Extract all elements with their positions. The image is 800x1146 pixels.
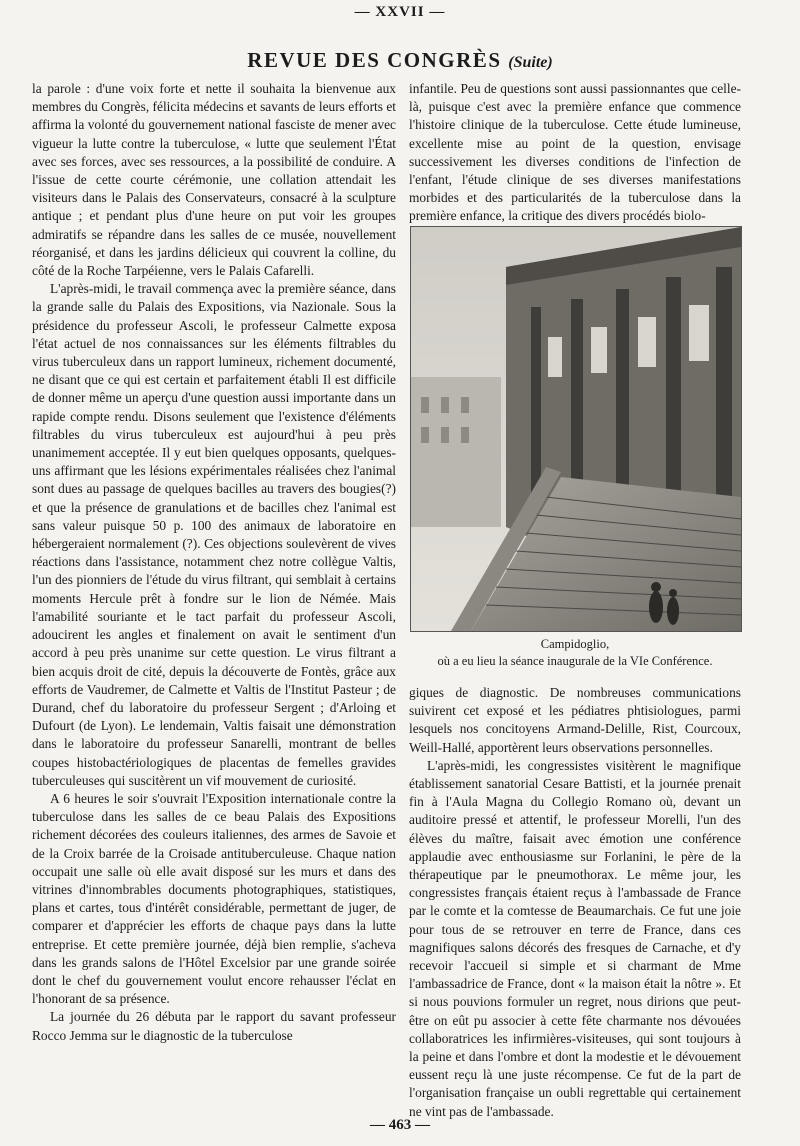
title-text: REVUE DES CONGRÈS xyxy=(247,48,502,72)
left-paragraph-2: L'après-midi, le travail commença avec la première séance, dans la grande salle du Palais des Expositions, via Nazionale. Sous la présidence du professeur Ascoli, le professeur Calmette exposa l'état actuel de nos connaissances sur les éléments filtrables du virus tuberculeux dans un rapport lumineux, richement documenté, ne disant que ce qui est certain et parfaitement établi Il est difficile de donner même un aperçu d'une question aussi importante dans un rapide compte rendu. Disons seulement que l'existence d'éléments filtrables du virus tuberculeux est aujourd'hui à peu près unanimement acceptée. Il y eut bien quelques opposants, quelques-uns affirmant que les lésions expérimentales réalisées chez l'animal sont dues au passage de quelques bacilles au travers des bougies(?) et que la présence de granulations et de bacilles chez l'animal est sans valeur puisque 50 p. 100 des animaux de laboratoire en hébergeraient normalement (?). Ces objections soulevèrent de vives réactions dans l'assistance, notamment chez notre collègue Valtis, l'un des pionniers de l'étude du virus filtrant, qui semblait à certains moments Hercule prêt à fondre sur le lion de Némée. Mais l'amabilité souriante et le tact parfait du professeur Ascoli, adoucirent les angles et finalement on avait le sentiment d'un accord à peu près unanime sur cette question. Le virus filtrant a bien acquis droit de cité, depuis la découverte de Fontès, grâce aux efforts de Vaudremer, de Calmette et Valtis de l'Institut Pasteur ; de Durand, chef du laboratoire du professeur Sergent ; d'Arloing et Dufourt (de Lyon). Le lendemain, Valtis faisait une démonstration dans le laboratoire du professeur Sanarelli, montrant de belles coupes histobactériologiques de placentas de femelles gravides tuberculeuses qui suscitèrent un vif mouvement de curiosité. xyxy=(32,281,396,788)
left-column xyxy=(32,80,396,1045)
campidoglio-photo xyxy=(410,226,742,632)
photo-caption xyxy=(409,636,741,670)
page-number: — 463 — xyxy=(370,1117,430,1133)
right-bottom-paragraph-1: giques de diagnostic. De nombreuses communications suivirent cet exposé et les pédiatres phtisiologues, parmi lesquels nos concitoyens Armand-Delille, Rist, Courcoux, Weill-Hallé, apportèrent leurs observations personnelles. xyxy=(409,685,741,755)
right-column-bottom xyxy=(409,684,741,1121)
caption-line-1: Campidoglio, xyxy=(540,637,610,651)
left-paragraph-4: La journée du 26 débuta par le rapport du savant professeur Rocco Jemma sur le diagnostic de la tuberculose xyxy=(32,1009,396,1043)
campidoglio-illustration xyxy=(411,227,741,631)
title-suffix: (Suite) xyxy=(508,54,553,71)
right-bottom-paragraph-2: L'après-midi, les congressistes visitèrent le magnifique établissement sanatorial Cesare Battisti, et la journée prenait fin à l'Aula Magna du Collegio Romano où, devant un auditoire pressé et attentif, le professeur Morelli, l'un des élèves du maître, faisait avec émotion une conférence applaudie avec enthousiasme sur Forlanini, le père de la thérapeutique par le pneumothorax. Le même jour, les congressistes français étaient reçus à l'ambassade de France par le comte et la comtesse de Beaumarchais. Ce fut une joie pour tous de se retrouver en terre de France, dans ces magnifiques salons décorés des fresques de Carnache, et d'y recevoir l'accueil si simple et si charmant de Mme l'ambassadrice de France, dont « la maison était la nôtre ». Et si nous pouvions formuler un regret, nous dirions que peut-être on eût pu associer à cette fête charmante nos dévouées collaboratrices les infirmières-visiteuses, qui sont toujours à la peine et dans l'ombre et dont la modestie et le dévouement eussent reçu là une juste récompense. Ce fut de la part de l'organisation française un oubli regrettable qui certainement ne vint pas de l'ambassade. xyxy=(409,757,741,1119)
roman-page-number: — XXVII — xyxy=(354,4,446,20)
right-column-top xyxy=(409,80,741,226)
page-title xyxy=(0,48,800,73)
caption-line-2: où a eu lieu la séance inaugurale de la VIe Conférence. xyxy=(437,654,713,668)
left-paragraph-1: la parole : d'une voix forte et nette il souhaita la bienvenue aux membres du Congrès, félicita médecins et savants de leurs efforts et affirma la volonté du gouvernement national fasciste de mener avec vigueur la lutte contre la tuberculose, « lutte que seulement l'État avec ses forces, avec ses ressources, a la possibilité de conduire. A l'issue de cette courte cérémonie, une collation attendait les visiteurs dans le Palais des Conservateurs, consacré à la sculpture antique ; et pendant plus d'une heure on put voir les groupes admiratifs se répandre dans les salles de ce musée, nouvellement réorganisé, et dans les jardins délicieux qui couvrent la colline, du côté de la Roche Tarpéienne, vers le Palais Cafarelli. xyxy=(32,81,396,279)
left-paragraph-3: A 6 heures le soir s'ouvrait l'Exposition internationale contre la tuberculose dans les salles de ce beau Palais des Expositions richement décorées des couleurs italiennes, des armes de Savoie et de la Croix barrée de la Croisade antituberculeuse. Chaque nation occupait une salle où elle avait disposé sur les murs et dans des vitrines d'innombrables documents photographiques, statistiques, plans et cartes, tous d'intérêt considérable, permettant de juger, de comparer et d'apprécier les efforts de chaque pays dans la lutte entreprise. Et cette première journée, déjà bien remplie, s'acheva dans les grands salons de l'Hôtel Excelsior par une grande soirée dont le chef du gouvernement voulut encore rehausser l'éclat en l'honorant de sa présence. xyxy=(32,790,396,1007)
right-top-paragraph-1: infantile. Peu de questions sont aussi passionnantes que celle-là, puisque c'est avec la première enfance que commence l'histoire clinique de la tuberculose. Cette étude lumineuse, excellente mise au point de la question, envisage successivement les diverses conditions de l'infection de l'enfant, l'étude clinique de ses diverses manifestations morbides et des particularités de la tuberculose dans la première enfance, la critique des divers procédés biolo- xyxy=(409,81,741,224)
